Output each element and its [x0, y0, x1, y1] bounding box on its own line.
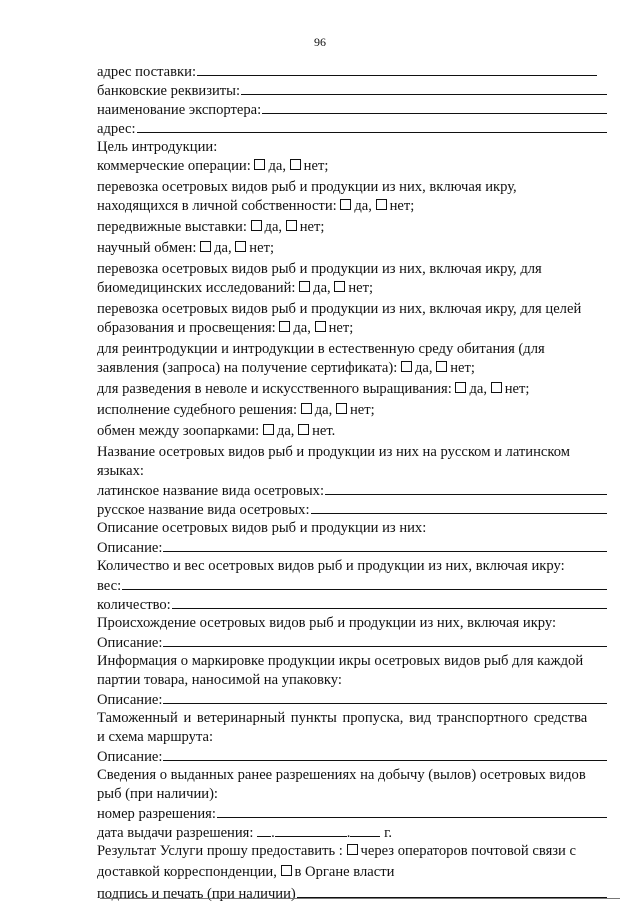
purpose-commercial — [97, 157, 607, 178]
permit-day-field[interactable] — [257, 823, 271, 837]
form-content — [97, 62, 607, 903]
description-heading: Описание осетровых видов рыб и продукции из них: — [97, 520, 427, 536]
purpose-label: перевозка осетровых видов рыб и продукции из них, включая икру, для — [97, 261, 542, 277]
bank-details-field[interactable] — [241, 81, 607, 95]
yes-label: да, — [214, 240, 232, 256]
result-row-2 — [97, 863, 607, 884]
purpose-label: образования и просвещения: — [97, 320, 276, 336]
yes-label: да, — [414, 360, 433, 376]
purpose-label: заявления (запроса) на получение сертификата): — [97, 360, 398, 376]
exporter-name-label: наименование экспортера: — [97, 102, 262, 118]
page-number: 96 — [314, 35, 326, 49]
weight-field[interactable] — [122, 576, 607, 590]
yes-label: да, — [264, 219, 283, 235]
checkbox-yes[interactable] — [301, 403, 312, 414]
latin-name-row — [97, 481, 607, 500]
checkbox-no[interactable] — [235, 241, 246, 252]
purpose-biomedical — [97, 279, 607, 300]
checkbox-no[interactable] — [491, 382, 502, 393]
names-heading-cont: языках: — [97, 463, 144, 479]
marking-heading: Информация о маркировке продукции икры осетровых видов рыб для каждой — [97, 653, 584, 669]
no-label: нет; — [450, 360, 475, 376]
checkbox-no[interactable] — [376, 199, 387, 210]
purpose-label: для реинтродукции и интродукции в естественную среду обитания (для — [97, 341, 545, 357]
checkbox-yes[interactable] — [263, 424, 274, 435]
description-label: Описание: — [97, 540, 163, 556]
checkbox-no[interactable] — [290, 159, 301, 170]
date-separator: . — [346, 825, 351, 841]
delivery-address-label: адрес поставки: — [97, 64, 196, 80]
customs-label: Описание: — [97, 749, 163, 765]
no-label: нет; — [328, 320, 354, 336]
no-label: нет. — [312, 423, 336, 439]
origin-row — [97, 633, 607, 652]
origin-field[interactable] — [163, 633, 607, 647]
purpose-exhibitions — [97, 218, 607, 239]
marking-heading-cont: партии товара, наносимой на упаковку: — [97, 672, 342, 688]
delivery-address-field[interactable] — [197, 62, 597, 76]
yes-label: да, — [293, 320, 311, 336]
yes-label: да, — [276, 423, 295, 439]
checkbox-yes[interactable] — [251, 220, 262, 231]
permit-date-label: дата выдачи разрешения: — [97, 825, 254, 841]
date-separator: . — [271, 825, 275, 841]
purpose-label: коммерческие операции: — [97, 158, 251, 174]
customs-heading: Таможенный и ветеринарный пункты пропуска, вид транспортного средства — [97, 710, 588, 726]
weight-row — [97, 576, 607, 595]
permit-year-field[interactable] — [350, 823, 380, 837]
mail-option-label: через операторов почтовой связи с — [360, 843, 576, 859]
delivery-address-row — [97, 62, 607, 81]
purpose-zoo — [97, 422, 607, 443]
purpose-personal — [97, 197, 607, 218]
permit-month-field[interactable] — [275, 823, 347, 837]
signature-field[interactable] — [297, 884, 607, 898]
checkbox-no[interactable] — [286, 220, 297, 231]
no-label: нет; — [249, 240, 275, 256]
checkbox-yes[interactable] — [340, 199, 351, 210]
checkbox-yes[interactable] — [401, 361, 412, 372]
count-row — [97, 595, 607, 614]
description-field[interactable] — [163, 538, 607, 552]
address-label: адрес: — [97, 121, 136, 137]
bank-details-label: банковские реквизиты: — [97, 83, 241, 99]
no-label: нет; — [348, 280, 374, 296]
purpose-label: для разведения в неволе и искусственного выращивания: — [97, 381, 452, 397]
address-field[interactable] — [137, 119, 607, 133]
purpose-label: перевозка осетровых видов рыб и продукции из них, включая икру, — [97, 179, 517, 195]
yes-label: да, — [314, 402, 333, 418]
checkbox-yes[interactable] — [299, 281, 310, 292]
origin-label: Описание: — [97, 635, 163, 651]
marking-row — [97, 690, 607, 709]
purpose-label: исполнение судебного решения: — [97, 402, 298, 418]
no-label: нет; — [389, 198, 415, 214]
checkbox-no[interactable] — [298, 424, 309, 435]
signature-label: подпись и печать (при наличии) — [97, 886, 296, 902]
no-label: нет; — [349, 402, 375, 418]
russian-name-label: русское название вида осетровых: — [97, 502, 310, 518]
signature-row — [97, 884, 607, 903]
address-row — [97, 119, 607, 138]
purpose-breeding — [97, 380, 607, 401]
exporter-name-row — [97, 100, 607, 119]
russian-name-row — [97, 500, 607, 519]
purpose-label: научный обмен: — [97, 240, 197, 256]
purpose-label: находящихся в личной собственности: — [97, 198, 337, 214]
checkbox-office[interactable] — [281, 865, 292, 876]
office-option-label: в Органе власти — [294, 864, 395, 880]
checkbox-yes[interactable] — [455, 382, 466, 393]
purpose-label: перевозка осетровых видов рыб и продукции из них, включая икру, для целей — [97, 301, 582, 317]
russian-name-field[interactable] — [311, 500, 607, 514]
no-label: нет; — [504, 381, 530, 397]
checkbox-no[interactable] — [436, 361, 447, 372]
yes-label: да, — [268, 158, 286, 174]
checkbox-mail[interactable] — [347, 844, 358, 855]
checkbox-yes[interactable] — [279, 321, 290, 332]
purpose-certificate — [97, 359, 607, 380]
checkbox-yes[interactable] — [200, 241, 211, 252]
no-label: нет; — [303, 158, 329, 174]
purpose-court — [97, 401, 607, 422]
purpose-label: передвижные выставки: — [97, 219, 247, 235]
no-label: нет; — [299, 219, 325, 235]
exporter-name-field[interactable] — [262, 100, 607, 114]
delivery-label: доставкой корреспонденции, — [97, 864, 277, 880]
purpose-education — [97, 319, 607, 340]
permit-number-field[interactable] — [217, 804, 607, 818]
origin-heading: Происхождение осетровых видов рыб и продукции из них, включая икру: — [97, 615, 557, 631]
marking-label: Описание: — [97, 692, 163, 708]
latin-name-field[interactable] — [325, 481, 607, 495]
weight-label: вес: — [97, 578, 122, 594]
checkbox-no[interactable] — [336, 403, 347, 414]
bank-details-row — [97, 81, 607, 100]
result-label: Результат Услуги прошу предоставить : — [97, 843, 343, 859]
permit-number-row — [97, 804, 607, 823]
checkbox-yes[interactable] — [254, 159, 265, 170]
names-heading: Название осетровых видов рыб и продукции из них на русском и латинском — [97, 444, 571, 460]
yes-label: да, — [313, 280, 331, 296]
purpose-label: обмен между зоопарками: — [97, 423, 260, 439]
permit-number-label: номер разрешения: — [97, 806, 216, 822]
permits-heading: Сведения о выданных ранее разрешениях на добычу (вылов) осетровых видов — [97, 767, 586, 783]
year-suffix: г. — [384, 825, 393, 841]
result-row-1 — [97, 842, 607, 863]
page-bottom-edge — [100, 898, 620, 899]
marking-field[interactable] — [163, 690, 607, 704]
permits-heading-cont: рыб (при наличии): — [97, 786, 218, 802]
latin-name-label: латинское название вида осетровых: — [97, 483, 325, 499]
count-field[interactable] — [172, 595, 607, 609]
yes-label: да, — [354, 198, 372, 214]
purpose-heading: Цель интродукции: — [97, 139, 218, 155]
customs-row — [97, 747, 607, 766]
description-row — [97, 538, 607, 557]
customs-field[interactable] — [163, 747, 607, 761]
count-label: количество: — [97, 597, 171, 613]
purpose-label: биомедицинских исследований: — [97, 280, 296, 296]
quantity-heading: Количество и вес осетровых видов рыб и продукции из них, включая икру: — [97, 558, 565, 574]
purpose-scientific — [97, 239, 607, 260]
checkbox-no[interactable] — [315, 321, 326, 332]
customs-heading-cont: и схема маршрута: — [97, 729, 214, 745]
checkbox-no[interactable] — [334, 281, 345, 292]
yes-label: да, — [469, 381, 488, 397]
permit-date-row — [97, 823, 607, 842]
